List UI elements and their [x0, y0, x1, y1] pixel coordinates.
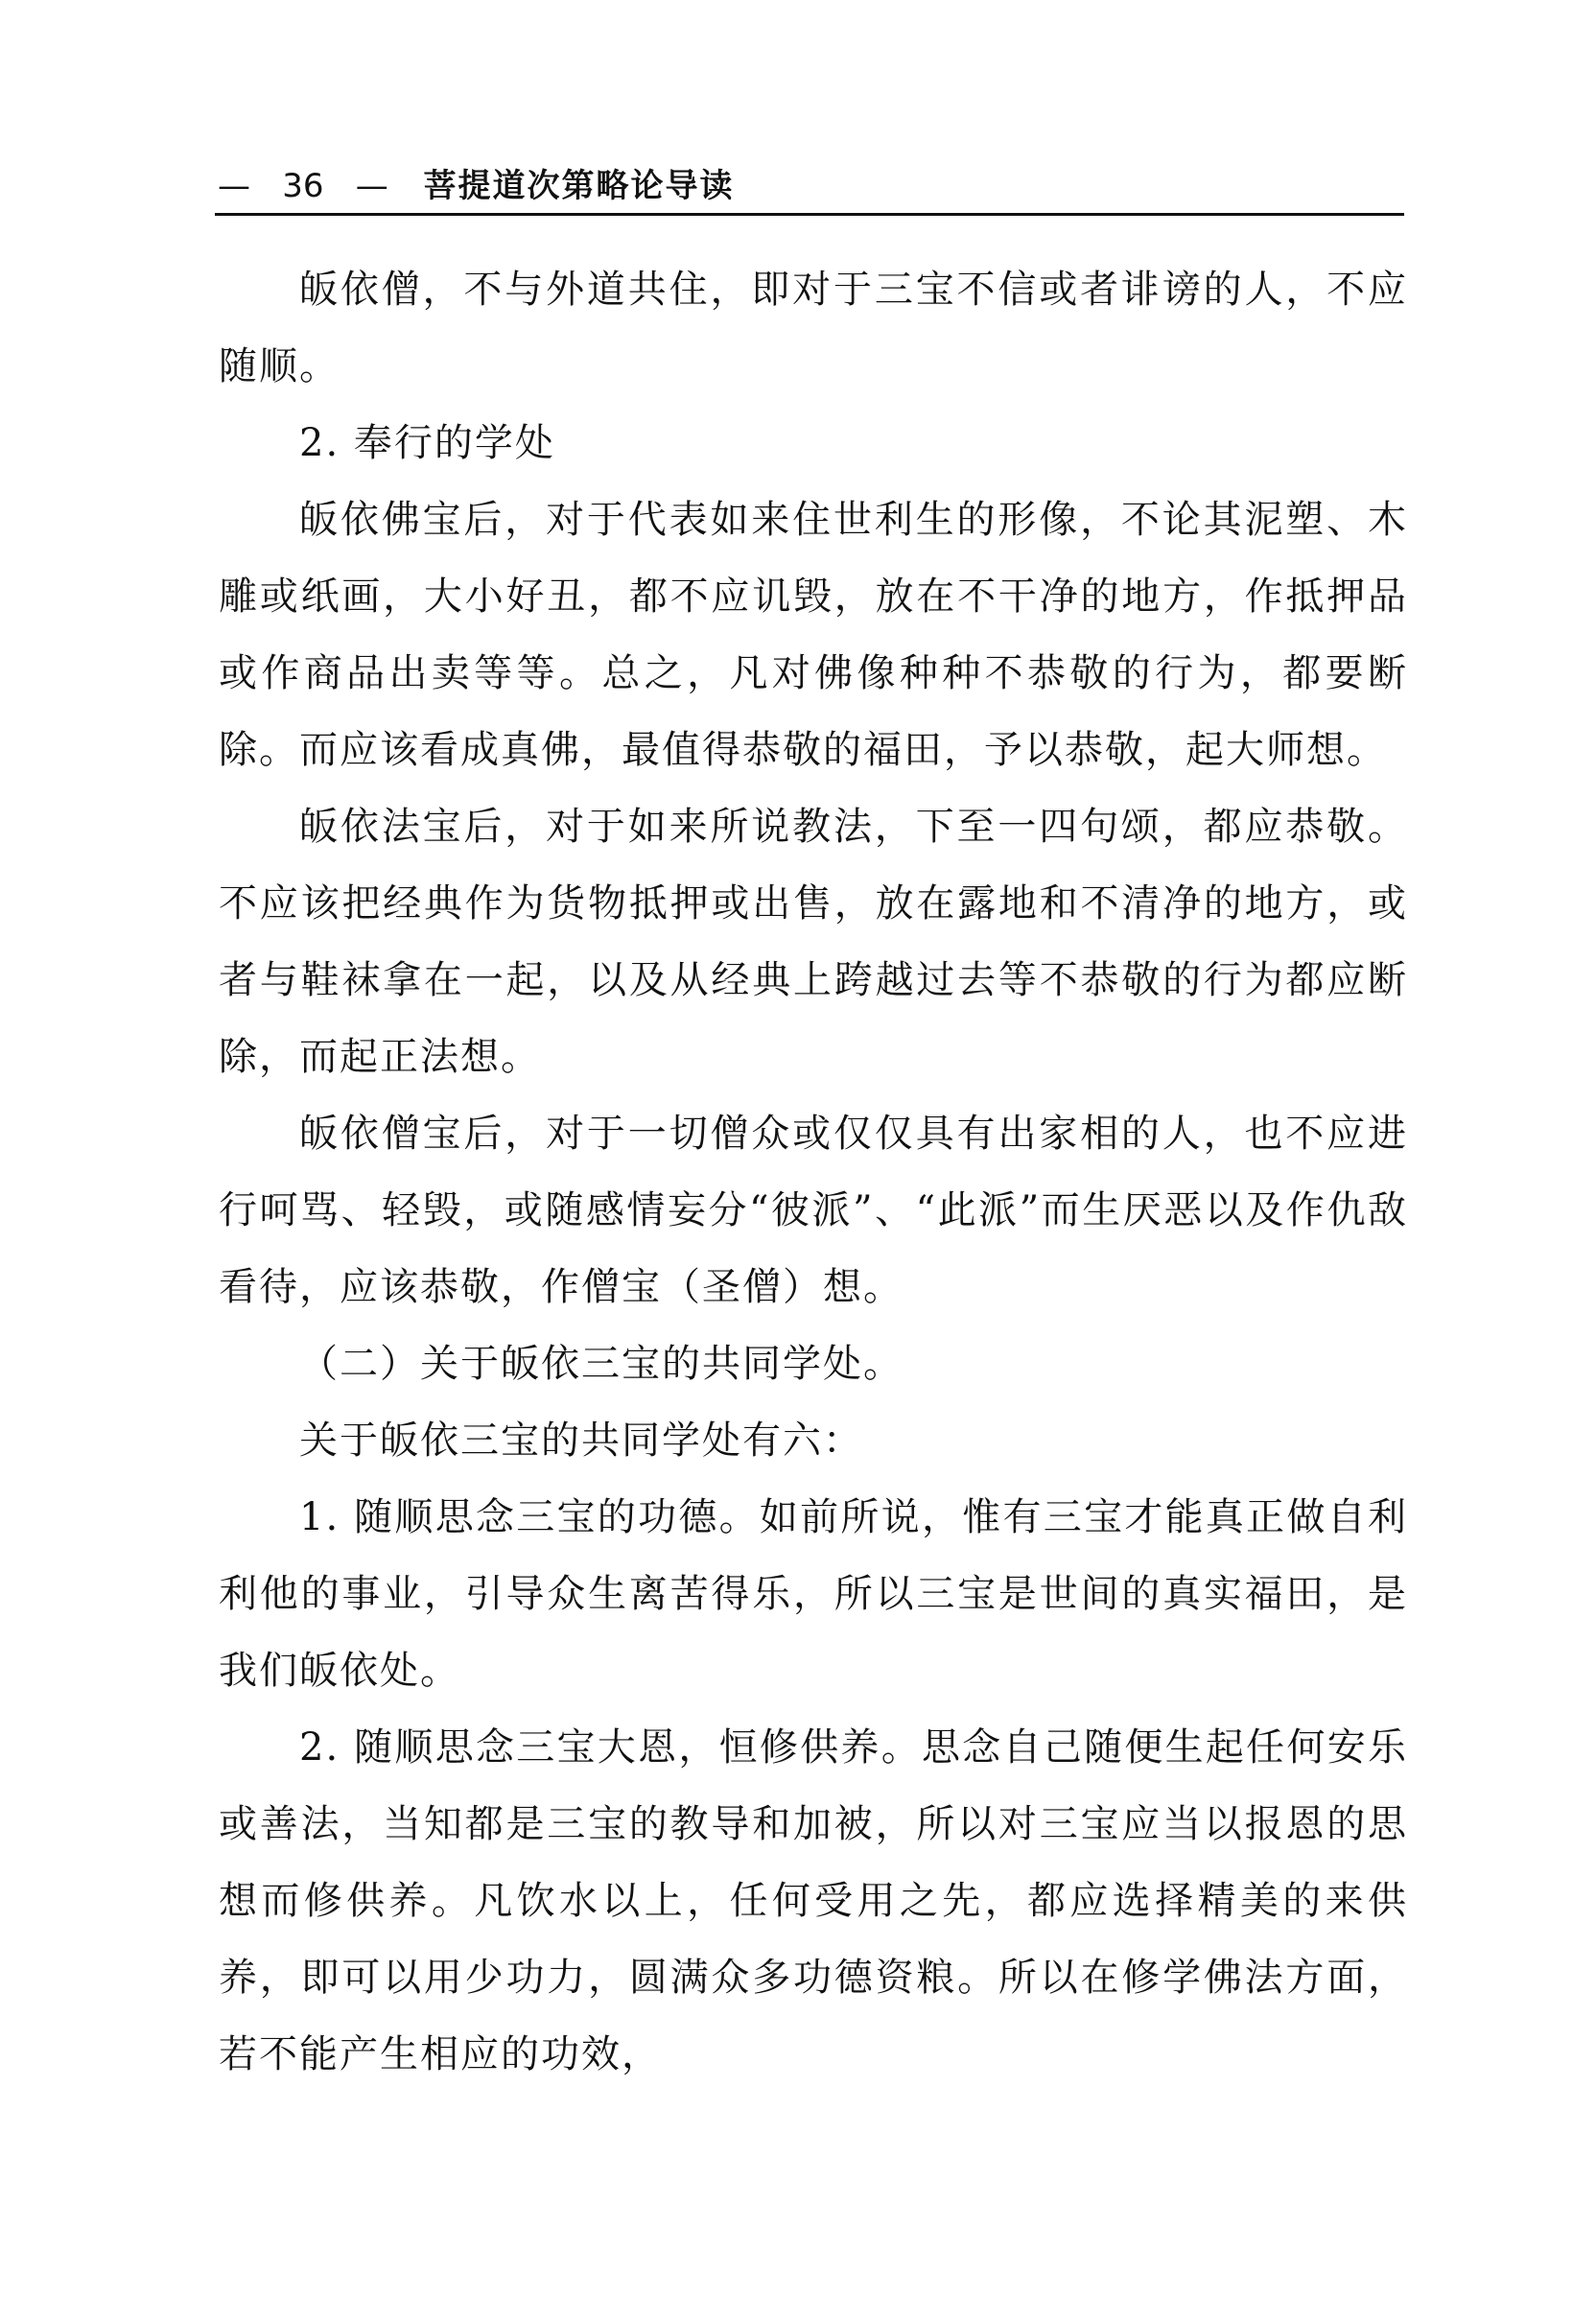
header-rule — [215, 213, 1404, 216]
page-number: 36 — [282, 167, 324, 205]
paragraph: 1. 随顺思念三宝的功德。如前所说，惟有三宝才能真正做自利利他的事业，引导众生离苦得乐，所以三宝是世间的真实福田，是我们皈依处。 — [219, 1495, 1408, 1693]
running-header — [215, 161, 1404, 211]
book-title: 菩提道次第略论导读 — [423, 167, 735, 205]
paragraph: 皈依僧，不与外道共住，即对于三宝不信或者诽谤的人，不应随顺。 — [219, 268, 1408, 388]
paragraph: 皈依法宝后，对于如来所说教法，下至一四句颂，都应恭敬。不应该把经典作为货物抵押或出售，放在露地和不清净的地方，或者与鞋袜拿在一起，以及从经典上跨越过去等不恭敬的行为都应断除，而起正法想。 — [219, 805, 1408, 1079]
header-dash-right: — — [355, 167, 388, 205]
paragraph: 皈依佛宝后，对于代表如来住世利生的形像，不论其泥塑、木雕或纸画，大小好丑，都不应讥毁，放在不干净的地方，作抵押品或作商品出卖等等。总之，凡对佛像种种不恭敬的行为，都要断除。而应该看成真佛，最值得恭敬的福田，予以恭敬，起大师想。 — [219, 498, 1408, 772]
paragraph: 关于皈依三宝的共同学处有六： — [299, 1419, 863, 1463]
body-text — [219, 251, 1408, 2093]
paragraph: 2. 奉行的学处 — [299, 421, 555, 465]
paragraph: （二）关于皈依三宝的共同学处。 — [299, 1342, 904, 1386]
paragraph: 2. 随顺思念三宝大恩，恒修供养。思念自己随便生起任何安乐或善法，当知都是三宝的教导和加被，所以对三宝应当以报恩的思想而修供养。凡饮水以上，任何受用之先，都应选择精美的来供养，即可以用少功力，圆满众多功德资粮。所以在修学佛法方面，若不能产生相应的功效， — [219, 1725, 1408, 2076]
paragraph: 皈依僧宝后，对于一切僧众或仅仅具有出家相的人，也不应进行呵骂、轻毁，或随感情妄分“彼派”、“此派”而生厌恶以及作仇敌看待，应该恭敬，作僧宝（圣僧）想。 — [219, 1112, 1408, 1309]
header-dash-left: — — [218, 167, 250, 205]
